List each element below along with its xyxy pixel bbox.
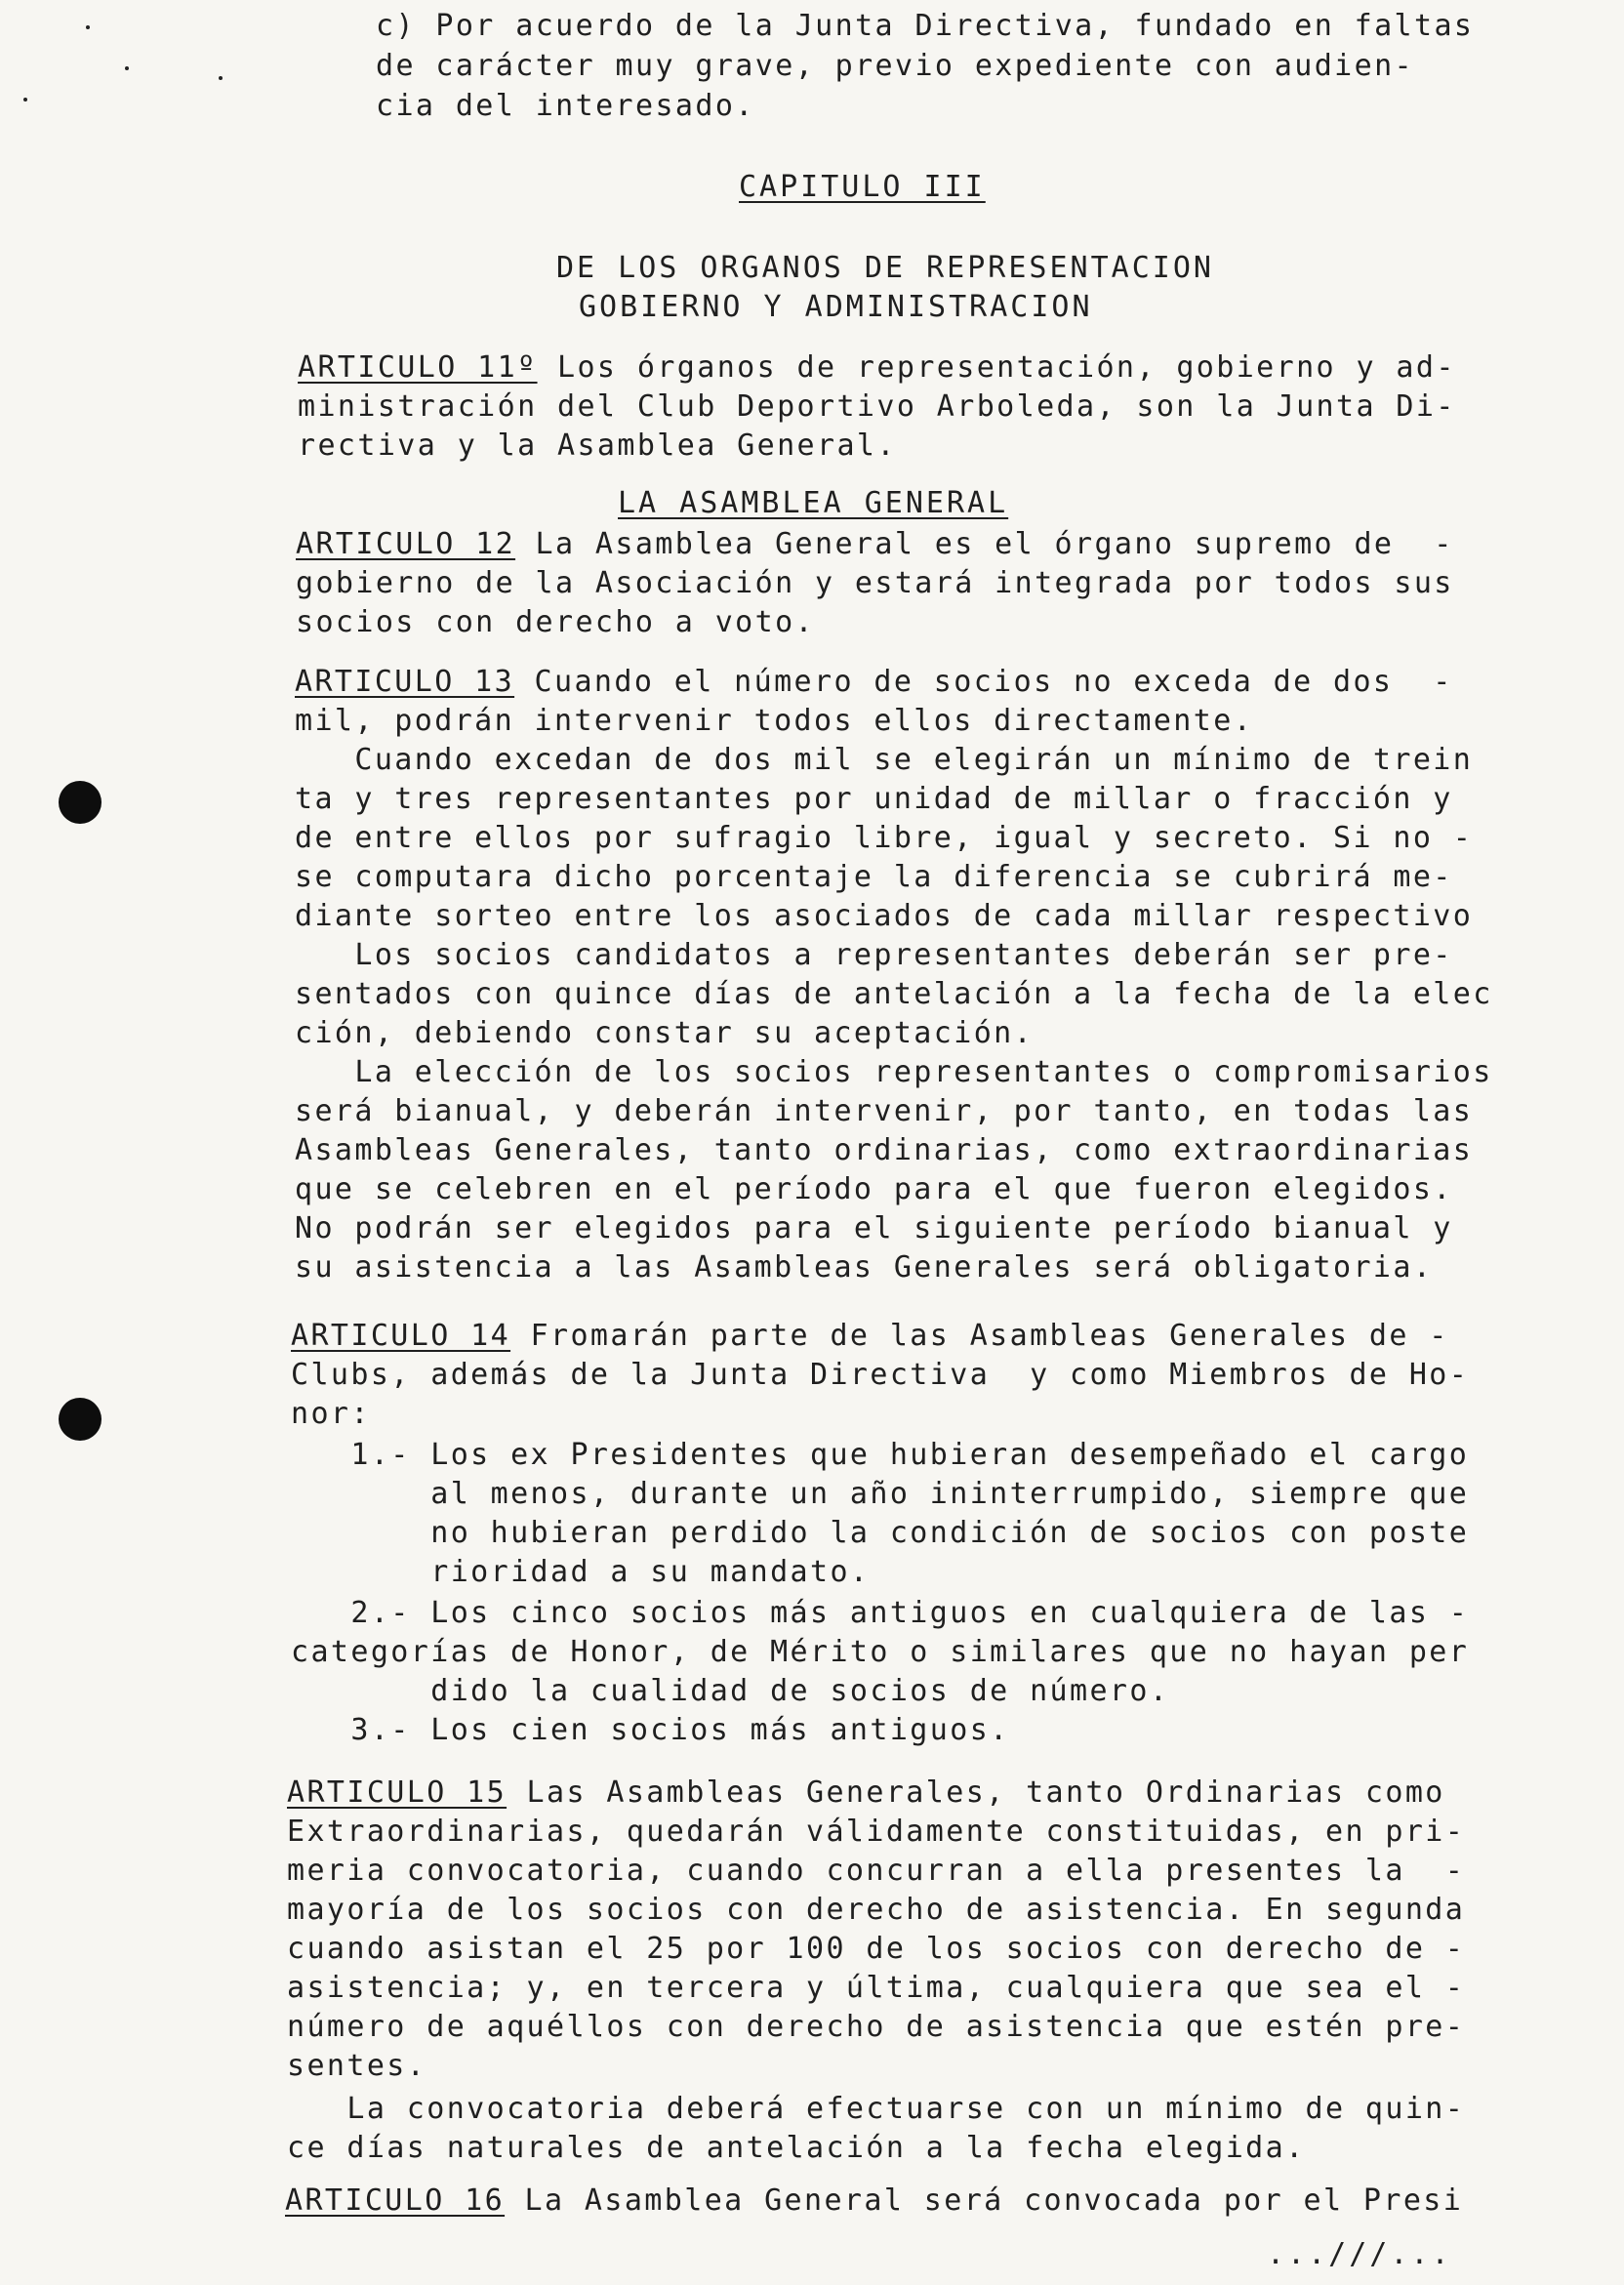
article-14-label: ARTICULO 14 — [291, 1319, 511, 1353]
article-13-line: ta y tres representantes por unidad de millar o fracción y — [295, 782, 1453, 816]
article-13-line: mil, podrán intervenir todos ellos directamente. — [295, 704, 1254, 738]
article-11-line: ARTICULO 11º Los órganos de representación, gobierno y ad- — [298, 350, 1456, 385]
article-13-line: sentados con quince días de antelación a la fecha de la elec — [295, 977, 1493, 1011]
article-13-line: será bianual, y deberán intervenir, por tanto, en todas las — [295, 1094, 1474, 1128]
article-13-line: ARTICULO 13 Cuando el número de socios no exceda de dos - — [295, 665, 1453, 699]
article-13-line: La elección de los socios representantes o compromisarios — [295, 1055, 1493, 1089]
article-14-line: 3.- Los cien socios más antiguos. — [291, 1713, 1010, 1747]
article-14-line: rioridad a su mandato. — [291, 1555, 871, 1589]
article-12-label: ARTICULO 12 — [296, 527, 516, 561]
intro-line: c) Por acuerdo de la Junta Directiva, fundado en faltas — [376, 9, 1475, 43]
binder-hole-bottom — [59, 1398, 102, 1441]
section-title-line1: DE LOS ORGANOS DE REPRESENTACION — [556, 251, 1214, 285]
article-15-line: La convocatoria deberá efectuarse con un mínimo de quin- — [287, 2092, 1466, 2126]
article-15-line: Extraordinarias, quedarán válidamente constituidas, en pri- — [287, 1815, 1466, 1849]
article-13-label: ARTICULO 13 — [295, 665, 515, 699]
binder-hole-top — [59, 781, 102, 824]
continuation-mark: ...///... — [1267, 2237, 1452, 2271]
article-15-line: ce días naturales de antelación a la fecha elegida. — [287, 2131, 1306, 2165]
article-13-line: Cuando excedan de dos mil se elegirán un mínimo de trein — [295, 743, 1474, 777]
article-13-line: se computara dicho porcentaje la diferencia se cubrirá me- — [295, 860, 1453, 894]
article-12-line: ARTICULO 12 La Asamblea General es el órgano supremo de - — [296, 527, 1454, 561]
article-16-label: ARTICULO 16 — [285, 2183, 506, 2218]
article-15-line: sentes. — [287, 2049, 427, 2083]
article-11-label: ARTICULO 11º — [298, 350, 538, 385]
article-13-line: que se celebren en el período para el que fueron elegidos. — [295, 1172, 1453, 1206]
intro-line: de carácter muy grave, previo expediente con audien- — [376, 49, 1414, 83]
article-14-line: 2.- Los cinco socios más antiguos en cualquiera de las - — [291, 1596, 1470, 1630]
article-14-line: nor: — [291, 1397, 371, 1431]
article-13-line: ción, debiendo constar su aceptación. — [295, 1016, 1035, 1050]
article-13-line: Los socios candidatos a representantes deberán ser pre- — [295, 938, 1453, 972]
article-15-line: número de aquéllos con derecho de asistencia que estén pre- — [287, 2010, 1466, 2044]
article-12-line: socios con derecho a voto. — [296, 605, 815, 639]
article-14-line: al menos, durante un año ininterrumpido, siempre que — [291, 1477, 1470, 1511]
article-15-line: ARTICULO 15 Las Asambleas Generales, tanto Ordinarias como — [287, 1775, 1445, 1810]
ink-speck — [86, 25, 90, 29]
article-16-line: ARTICULO 16 La Asamblea General será convocada por el Presi — [285, 2183, 1464, 2218]
article-13-line: diante sorteo entre los asociados de cada millar respectivo — [295, 899, 1474, 933]
article-15-line: cuando asistan el 25 por 100 de los socios con derecho de - — [287, 1932, 1466, 1966]
article-13-line: de entre ellos por sufragio libre, igual y secreto. Si no - — [295, 821, 1474, 855]
chapter-heading: CAPITULO III — [739, 170, 986, 204]
article-15-line: mayoría de los socios con derecho de asistencia. En segunda — [287, 1893, 1466, 1927]
article-13-line: su asistencia a las Asambleas Generales será obligatoria. — [295, 1250, 1434, 1285]
article-14-line: Clubs, además de la Junta Directiva y como Miembros de Ho- — [291, 1358, 1470, 1392]
article-14-line: categorías de Honor, de Mérito o similares que no hayan per — [291, 1635, 1470, 1669]
article-14-line: ARTICULO 14 Fromarán parte de las Asambleas Generales de - — [291, 1319, 1449, 1353]
ink-speck — [23, 98, 27, 102]
section-title-line2: GOBIERNO Y ADMINISTRACION — [579, 290, 1093, 324]
article-15-line: asistencia; y, en tercera y última, cualquiera que sea el - — [287, 1971, 1466, 2005]
article-13-line: Asambleas Generales, tanto ordinarias, como extraordinarias — [295, 1133, 1474, 1167]
article-13-line: No podrán ser elegidos para el siguiente período bianual y — [295, 1211, 1453, 1245]
article-15-label: ARTICULO 15 — [287, 1775, 508, 1810]
article-15-line: meria convocatoria, cuando concurran a ella presentes la - — [287, 1854, 1466, 1888]
article-11-line: ministración del Club Deportivo Arboleda, son la Junta Di- — [298, 389, 1456, 424]
article-14-line: dido la cualidad de socios de número. — [291, 1674, 1170, 1708]
article-11-line: rectiva y la Asamblea General. — [298, 428, 897, 463]
article-14-line: no hubieran perdido la condición de socios con poste — [291, 1516, 1470, 1550]
article-12-line: gobierno de la Asociación y estará integrada por todos sus — [296, 566, 1454, 600]
ink-speck — [219, 76, 223, 80]
article-14-line: 1.- Los ex Presidentes que hubieran desempeñado el cargo — [291, 1438, 1470, 1472]
assembly-heading: LA ASAMBLEA GENERAL — [618, 486, 1009, 520]
intro-line: cia del interesado. — [376, 89, 755, 123]
ink-speck — [125, 66, 129, 70]
